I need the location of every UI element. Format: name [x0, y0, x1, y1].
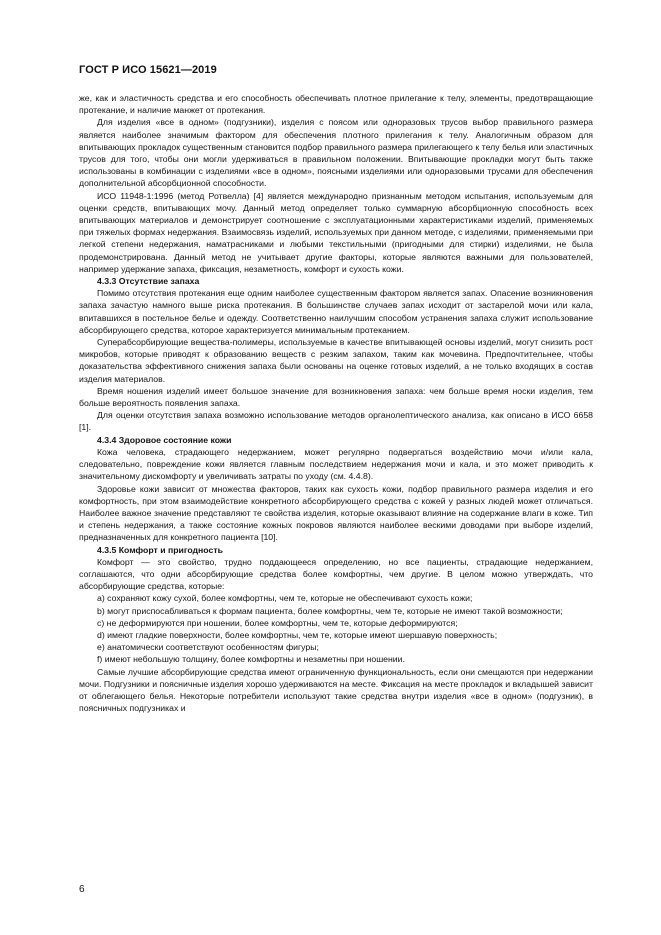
- paragraph-iso-11948: ИСО 11948-1:1996 (метод Ротвелла) [4] является международно признанным методом испытания, используемым для оценки средств, впитывающих мочу. Данный метод определяет только суммарную абсорбционную способность всех впитывающих материалов и демонстрирует соотношение с эксплуатационными характеристиками изделий, применяемых при тяжелых формах недержания. Взаимосвязь изделий, используемых при данном методе, с изделиями, применяемыми при легкой степени недержания, наматрасниками и любыми текстильными (пригодными для стирки) изделиями, не была продемонстрирована. Данный метод не учитывает другие факторы, которые являются важными для пользователей, например удержание запаха, фиксация, незаметность, комфорт и сухость кожи.: [79, 190, 593, 274]
- list-item-d: d) имеют гладкие поверхности, более комфортны, чем те, которые имеют шершавую поверхность;: [97, 629, 498, 640]
- list-item-a: a) сохраняют кожу сухой, более комфортны, чем те, которые не обеспечивают сухость кожи;: [97, 593, 473, 604]
- list-item-e: e) анатомически соответствуют особенностям фигуры;: [97, 642, 319, 653]
- document-code-header: ГОСТ Р ИСО 15621—2019: [79, 64, 217, 76]
- paragraph-odor-1: Помимо отсутствия протекания еще одним наиболее существенным фактором является запах. Опасение возникновения запаха зачастую намного выше риска протекания. В большинстве случаев запах исходит от застарелой мочи или кала, впитавшихся в постельное белье и одежду. Соответственно наилучшим способом устранения запаха служит использование абсорбирующего средства, которое характеризуется минимальным протеканием.: [79, 288, 593, 335]
- paragraph-fixation: Самые лучшие абсорбирующие средства имеют ограниченную функциональность, если они смещаются при недержании мочи. Подгузники и поясничные изделия хорошо удерживаются на месте. Фиксация на месте прокладок и вкладышей зависит от облегающего белья. Некоторые потребители используют такие средства внутри изделия «все в одном» (подгузник), в поясничных подгузниках и: [79, 666, 593, 714]
- list-item-f: f) имеют небольшую толщину, более комфортны и незаметны при ношении.: [97, 654, 405, 665]
- list-item-b: b) могут приспосабливаться к формам пациента, более комфортны, чем те, которые не имеют такой возможности;: [97, 605, 563, 616]
- paragraph-comfort: Комфорт — это свойство, трудно поддающееся определению, но все пациенты, страдающие недержанием, соглашаются, что одни абсорбирующие средства более комфортны, чем другие. В целом можно утверждать, что абсорбирующие средства, которые:: [79, 556, 593, 592]
- section-heading-4-3-4: 4.3.4 Здоровое состояние кожи: [97, 434, 232, 445]
- paragraph-continuation: же, как и эластичность средства и его способность обеспечивать плотное прилегание к телу, элементы, предотвращающие протекание, и наличие манжет от протекания.: [79, 93, 593, 116]
- paragraph-all-in-one: Для изделия «все в одном» (подгузники), изделия с поясом или одноразовых трусов выбор правильного размера является наиболее значимым фактором для обеспечения плотного прилегания к телу. Аналогичным образом для впитывающих прокладок существенным становится подбор правильного размера прилегающего к телу белья или эластичных трусов для того, чтобы они могли удерживаться в правильном положении. Впитывающие прокладки могут быть также использованы в комбинации с изделиями «все в одном», поясными изделиями или одноразовыми трусами для обеспечения дополнительной абсорбционной способности.: [79, 117, 593, 189]
- list-item-c: c) не деформируются при ношении, более комфортны, чем те, которые деформируются;: [97, 617, 458, 628]
- paragraph-odor-2: Суперабсорбирующие вещества-полимеры, используемые в качестве впитывающей основы изделий, могут снизить рост микробов, которые приводят к образованию веществ с резким запахом, таким как мочевина. Предпочтительнее, чтобы доказательства эффективного снижения запаха были основаны на оценке готовых изделий, а не только входящих в состав изделия материалов.: [79, 337, 593, 384]
- page-number: 6: [79, 884, 85, 895]
- paragraph-skin-2: Здоровье кожи зависит от множества факторов, таких как сухость кожи, подбор правильного размера изделия и его комфортность, при этом взаимодействие конкретного абсорбирующего средства с кожей у разных людей может отличаться. Наиболее важное значение представляют те свойства изделия, которые оказывают влияние на содержание влаги в коже. Тип и степень недержания, а также состояние кожных покровов являются наиболее вескими доводами при выборе изделий, предназначенных для конкретного пациента [10].: [79, 483, 593, 543]
- paragraph-skin-1: Кожа человека, страдающего недержанием, может регулярно подвергаться воздействию мочи и/или кала, следовательно, повреждение кожи является главным последствием недержания мочи и кала, и это может приводить к значительному дискомфорту и увеличивать затраты по уходу (см. 4.4.8).: [79, 446, 593, 482]
- document-body: [79, 92, 593, 714]
- section-heading-4-3-5: 4.3.5 Комфорт и пригодность: [97, 544, 223, 555]
- section-heading-4-3-3: 4.3.3 Отсутствие запаха: [97, 276, 200, 287]
- paragraph-odor-4: Для оценки отсутствия запаха возможно использование методов органолептического анализа, как описано в ИСО 6658 [1].: [79, 410, 593, 433]
- paragraph-odor-3: Время ношения изделий имеет большое значение для возникновения запаха: чем больше время носки изделия, тем больше вероятность появления запаха.: [79, 385, 593, 409]
